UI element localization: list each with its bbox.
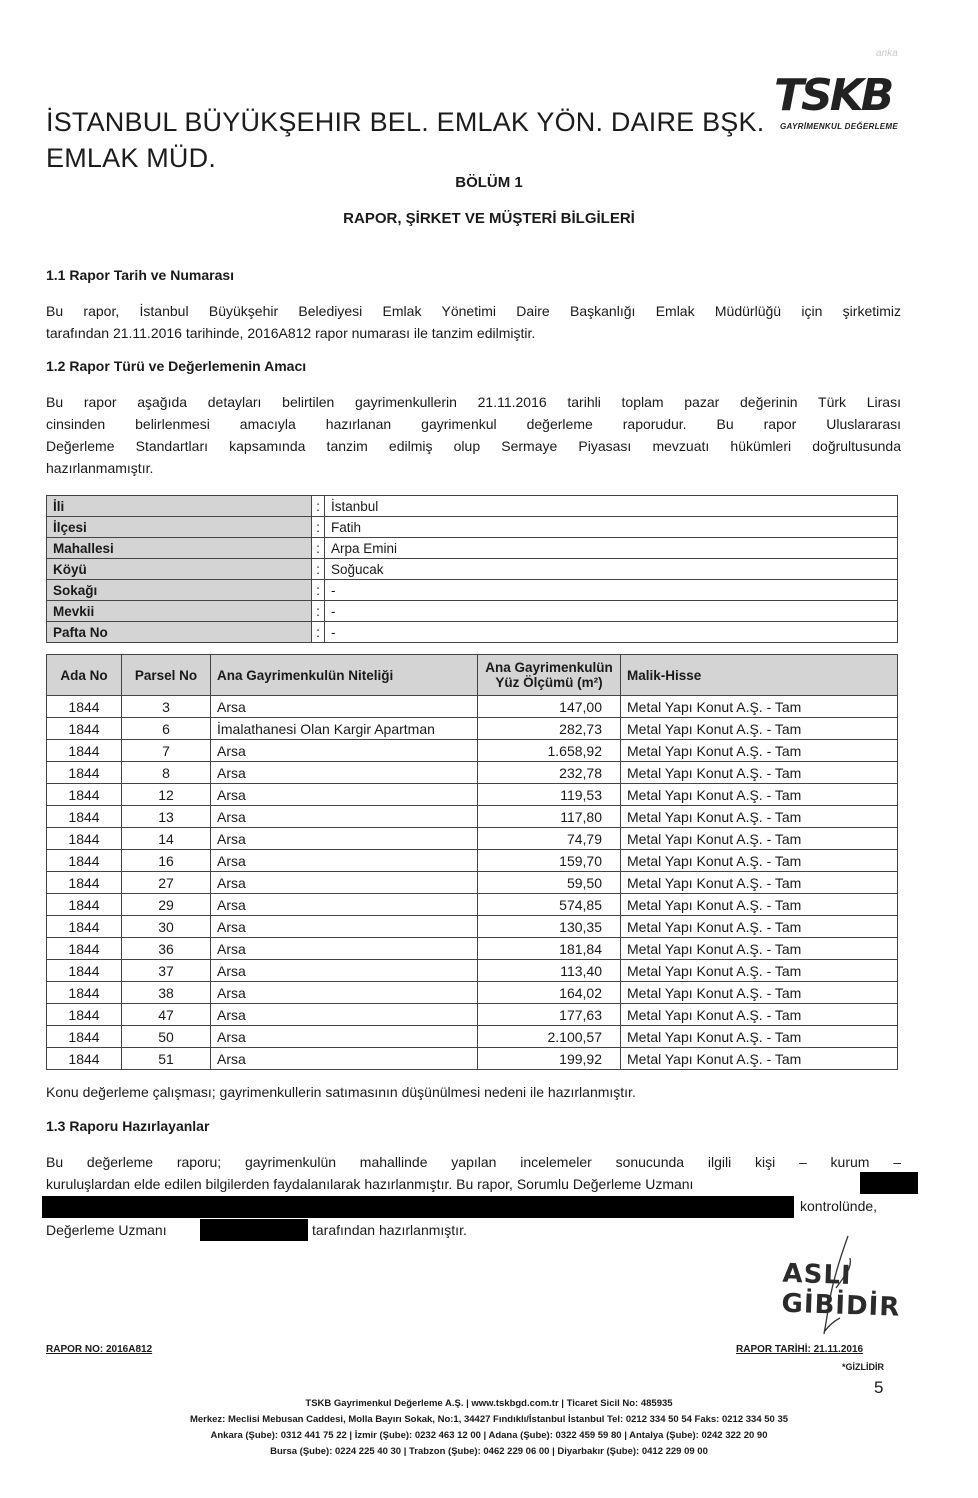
header-nitelik: Ana Gayrimenkulün Niteliği — [211, 655, 478, 696]
footer-report-no: RAPOR NO: 2016A812 — [46, 1344, 153, 1355]
cell-ada-no: 1844 — [47, 850, 122, 872]
tskb-logo — [770, 72, 920, 144]
footer-company — [0, 1396, 978, 1460]
logo-mark: TSKB — [774, 70, 892, 121]
cell-yuz-olcumu: 130,35 — [478, 916, 621, 938]
cell-ada-no: 1844 — [47, 1026, 122, 1048]
cell-parsel-no: 37 — [122, 960, 211, 982]
header-parsel-no: Parsel No — [122, 655, 211, 696]
cell-parsel-no: 12 — [122, 784, 211, 806]
parcel-table — [46, 654, 898, 1070]
info-key: Sokağı — [47, 580, 312, 601]
cell-ada-no: 1844 — [47, 718, 122, 740]
cell-yuz-olcumu: 2.100,57 — [478, 1026, 621, 1048]
cell-parsel-no: 30 — [122, 916, 211, 938]
table-row — [47, 960, 898, 982]
info-row — [47, 559, 898, 580]
redaction-box-2 — [42, 1196, 794, 1218]
cell-yuz-olcumu: 119,53 — [478, 784, 621, 806]
info-separator: : — [312, 559, 325, 580]
cell-yuz-olcumu: 232,78 — [478, 762, 621, 784]
footer-line-1: TSKB Gayrimenkul Değerleme A.Ş. | www.tskbgd.com.tr | Ticaret Sicil No: 485935 — [305, 1398, 673, 1409]
after-table-text: Konu değerleme çalışması; gayrimenkullerin satımasının düşünülmesi nedeni ile hazırlanmıştır. — [46, 1084, 636, 1100]
cell-ada-no: 1844 — [47, 1048, 122, 1070]
header-malik-hisse: Malik-Hisse — [621, 655, 898, 696]
footer-line-4: Bursa (Şube): 0224 225 40 30 | Trabzon (Şube): 0462 229 06 00 | Diyarbakır (Şube): 0412 229 09 00 — [270, 1446, 708, 1457]
cell-parsel-no: 27 — [122, 872, 211, 894]
info-row — [47, 622, 898, 643]
cell-parsel-no: 47 — [122, 1004, 211, 1026]
table-row — [47, 718, 898, 740]
s11-heading: 1.1 Rapor Tarih ve Numarası — [46, 267, 235, 283]
info-row — [47, 601, 898, 622]
cell-nitelik: Arsa — [211, 1048, 478, 1070]
info-separator: : — [312, 496, 325, 517]
redaction-box-1 — [860, 1172, 918, 1194]
s13-line-4b: tarafından hazırlanmıştır. — [312, 1222, 467, 1238]
info-value: Fatih — [325, 517, 898, 538]
cell-yuz-olcumu: 164,02 — [478, 982, 621, 1004]
cell-malik-hisse: Metal Yapı Konut A.Ş. - Tam — [621, 718, 898, 740]
s12-line-2: cinsinden belirlenmesi amacıyla hazırlanan gayrimenkul değerleme raporudur. Bu rapor Uluslararası — [46, 416, 901, 432]
cell-nitelik: Arsa — [211, 1026, 478, 1048]
cell-parsel-no: 6 — [122, 718, 211, 740]
cell-nitelik: Arsa — [211, 938, 478, 960]
info-key: İlçesi — [47, 517, 312, 538]
info-row — [47, 538, 898, 559]
heading-line-1: İSTANBUL BÜYÜKŞEHIR BEL. EMLAK YÖN. DAIRE BŞK. — [46, 107, 765, 137]
info-value: - — [325, 601, 898, 622]
cell-parsel-no: 16 — [122, 850, 211, 872]
cell-ada-no: 1844 — [47, 762, 122, 784]
info-row — [47, 580, 898, 601]
info-value: Arpa Emini — [325, 538, 898, 559]
cell-ada-no: 1844 — [47, 872, 122, 894]
cell-ada-no: 1844 — [47, 740, 122, 762]
info-key: Mahallesi — [47, 538, 312, 559]
footer-line-3: Ankara (Şube): 0312 441 75 22 | İzmir (Şube): 0232 463 12 00 | Adana (Şube): 0322 459 59 80 | Antalya (Şube): 0242 322 20 90 — [210, 1430, 768, 1441]
cell-malik-hisse: Metal Yapı Konut A.Ş. - Tam — [621, 960, 898, 982]
info-key: Mevkii — [47, 601, 312, 622]
cell-ada-no: 1844 — [47, 784, 122, 806]
logo-subtitle: GAYRİMENKUL DEĞERLEME — [780, 122, 899, 131]
info-row — [47, 496, 898, 517]
s12-paragraph — [46, 391, 901, 479]
table-row — [47, 1004, 898, 1026]
cell-parsel-no: 13 — [122, 806, 211, 828]
section-title: BÖLÜM 1 — [455, 174, 523, 191]
cell-nitelik: Arsa — [211, 784, 478, 806]
watermark-text: anka — [876, 48, 898, 59]
cell-ada-no: 1844 — [47, 916, 122, 938]
cell-nitelik: Arsa — [211, 982, 478, 1004]
info-row — [47, 517, 898, 538]
s12-line-1: Bu rapor aşağıda detayları belirtilen gayrimenkullerin 21.11.2016 tarihli toplam pazar değerinin Türk Lirası — [46, 394, 901, 410]
cell-malik-hisse: Metal Yapı Konut A.Ş. - Tam — [621, 696, 898, 718]
cell-nitelik: Arsa — [211, 850, 478, 872]
s12-line-3: Değerleme Standartları kapsamında tanzim edilmiş olup Sermaye Piyasası mevzuatı hükümleri doğrultusunda — [46, 438, 901, 454]
cell-yuz-olcumu: 159,70 — [478, 850, 621, 872]
page-number: 5 — [874, 1378, 884, 1397]
cell-parsel-no: 38 — [122, 982, 211, 1004]
table-row — [47, 872, 898, 894]
header-ada-no: Ada No — [47, 655, 122, 696]
cell-ada-no: 1844 — [47, 982, 122, 1004]
cell-nitelik: Arsa — [211, 740, 478, 762]
cell-malik-hisse: Metal Yapı Konut A.Ş. - Tam — [621, 806, 898, 828]
location-info-table — [46, 495, 898, 643]
table-row — [47, 982, 898, 1004]
info-value: - — [325, 622, 898, 643]
cell-nitelik: Arsa — [211, 828, 478, 850]
confidential-label: *GİZLİDİR — [842, 1362, 884, 1372]
cell-yuz-olcumu: 113,40 — [478, 960, 621, 982]
info-separator: : — [312, 517, 325, 538]
cell-malik-hisse: Metal Yapı Konut A.Ş. - Tam — [621, 1026, 898, 1048]
cell-malik-hisse: Metal Yapı Konut A.Ş. - Tam — [621, 762, 898, 784]
table-row — [47, 1048, 898, 1070]
s13-paragraph — [46, 1151, 901, 1195]
s13-line-4a: Değerleme Uzmanı — [46, 1222, 167, 1238]
info-key: İli — [47, 496, 312, 517]
cell-parsel-no: 7 — [122, 740, 211, 762]
info-value: - — [325, 580, 898, 601]
redaction-box-3 — [200, 1219, 308, 1241]
cell-parsel-no: 3 — [122, 696, 211, 718]
cell-ada-no: 1844 — [47, 960, 122, 982]
cell-yuz-olcumu: 574,85 — [478, 894, 621, 916]
table-row — [47, 1026, 898, 1048]
cell-parsel-no: 29 — [122, 894, 211, 916]
cell-parsel-no: 8 — [122, 762, 211, 784]
header-yuz-olcumu: Ana Gayrimenkulün Yüz Ölçümü (m²) — [478, 655, 621, 696]
cell-nitelik: Arsa — [211, 916, 478, 938]
parcel-table-header — [47, 655, 898, 696]
cell-nitelik: Arsa — [211, 696, 478, 718]
cell-yuz-olcumu: 199,92 — [478, 1048, 621, 1070]
table-row — [47, 696, 898, 718]
cell-yuz-olcumu: 181,84 — [478, 938, 621, 960]
cell-malik-hisse: Metal Yapı Konut A.Ş. - Tam — [621, 1004, 898, 1026]
info-value: İstanbul — [325, 496, 898, 517]
cell-nitelik: Arsa — [211, 894, 478, 916]
table-row — [47, 828, 898, 850]
table-row — [47, 938, 898, 960]
table-row — [47, 784, 898, 806]
cell-ada-no: 1844 — [47, 938, 122, 960]
section-subtitle: RAPOR, ŞİRKET VE MÜŞTERİ BİLGİLERİ — [343, 210, 635, 227]
info-separator: : — [312, 580, 325, 601]
cell-malik-hisse: Metal Yapı Konut A.Ş. - Tam — [621, 828, 898, 850]
cell-parsel-no: 51 — [122, 1048, 211, 1070]
info-key: Pafta No — [47, 622, 312, 643]
page-heading — [46, 104, 764, 176]
info-separator: : — [312, 622, 325, 643]
cell-nitelik: Arsa — [211, 872, 478, 894]
table-row — [47, 916, 898, 938]
cell-malik-hisse: Metal Yapı Konut A.Ş. - Tam — [621, 938, 898, 960]
cell-ada-no: 1844 — [47, 1004, 122, 1026]
s13-heading: 1.3 Raporu Hazırlayanlar — [46, 1118, 210, 1134]
cell-yuz-olcumu: 147,00 — [478, 696, 621, 718]
footer-report-date: RAPOR TARİHİ: 21.11.2016 — [736, 1344, 864, 1355]
cell-yuz-olcumu: 1.658,92 — [478, 740, 621, 762]
footer-line-2: Merkez: Meclisi Mebusan Caddesi, Molla Bayırı Sokak, No:1, 34427 Fındıklı/İstanbul İstanbul Tel: 0212 334 50 54 Faks: 0212 334 50 35 — [189, 1414, 789, 1425]
cell-malik-hisse: Metal Yapı Konut A.Ş. - Tam — [621, 850, 898, 872]
heading-line-2: EMLAK MÜD. — [46, 143, 217, 173]
info-value: Soğucak — [325, 559, 898, 580]
info-separator: : — [312, 601, 325, 622]
cell-yuz-olcumu: 177,63 — [478, 1004, 621, 1026]
s11-line-2: tarafından 21.11.2016 tarihinde, 2016A812 rapor numarası ile tanzim edilmiştir. — [46, 325, 536, 341]
cell-malik-hisse: Metal Yapı Konut A.Ş. - Tam — [621, 1048, 898, 1070]
table-row — [47, 740, 898, 762]
table-row — [47, 894, 898, 916]
cell-ada-no: 1844 — [47, 806, 122, 828]
s13-line-2: kuruluşlardan elde edilen bilgilerden faydalanılarak hazırlanmıştır. Bu rapor, Sorumlu Değerleme Uzmanı — [46, 1176, 694, 1192]
cell-nitelik: Arsa — [211, 1004, 478, 1026]
table-row — [47, 762, 898, 784]
cell-nitelik: Arsa — [211, 762, 478, 784]
s11-paragraph — [46, 300, 901, 344]
cell-parsel-no: 50 — [122, 1026, 211, 1048]
cell-malik-hisse: Metal Yapı Konut A.Ş. - Tam — [621, 894, 898, 916]
cell-nitelik: Arsa — [211, 806, 478, 828]
s11-line-1: Bu rapor, İstanbul Büyükşehir Belediyesi Emlak Yönetimi Daire Başkanlığı Emlak Müdürlüğü için şirketimiz — [46, 303, 901, 319]
s12-heading: 1.2 Rapor Türü ve Değerlemenin Amacı — [46, 358, 307, 374]
certified-copy-stamp: ASLI GİBİDİR — [781, 1258, 901, 1323]
info-key: Köyü — [47, 559, 312, 580]
cell-nitelik: Arsa — [211, 960, 478, 982]
cell-malik-hisse: Metal Yapı Konut A.Ş. - Tam — [621, 872, 898, 894]
cell-yuz-olcumu: 282,73 — [478, 718, 621, 740]
cell-ada-no: 1844 — [47, 696, 122, 718]
table-row — [47, 850, 898, 872]
info-separator: : — [312, 538, 325, 559]
cell-parsel-no: 14 — [122, 828, 211, 850]
table-row — [47, 806, 898, 828]
cell-malik-hisse: Metal Yapı Konut A.Ş. - Tam — [621, 784, 898, 806]
cell-yuz-olcumu: 59,50 — [478, 872, 621, 894]
cell-ada-no: 1844 — [47, 828, 122, 850]
s13-line-3: kontrolünde, — [800, 1198, 878, 1214]
cell-yuz-olcumu: 74,79 — [478, 828, 621, 850]
cell-malik-hisse: Metal Yapı Konut A.Ş. - Tam — [621, 740, 898, 762]
cell-ada-no: 1844 — [47, 894, 122, 916]
cell-malik-hisse: Metal Yapı Konut A.Ş. - Tam — [621, 982, 898, 1004]
cell-malik-hisse: Metal Yapı Konut A.Ş. - Tam — [621, 916, 898, 938]
s13-line-1: Bu değerleme raporu; gayrimenkulün mahallinde yapılan incelemeler sonucunda ilgili kişi – kurum – — [46, 1154, 901, 1170]
cell-parsel-no: 36 — [122, 938, 211, 960]
cell-yuz-olcumu: 117,80 — [478, 806, 621, 828]
cell-nitelik: İmalathanesi Olan Kargir Apartman — [211, 718, 478, 740]
s12-line-4: hazırlanmamıştır. — [46, 460, 154, 476]
